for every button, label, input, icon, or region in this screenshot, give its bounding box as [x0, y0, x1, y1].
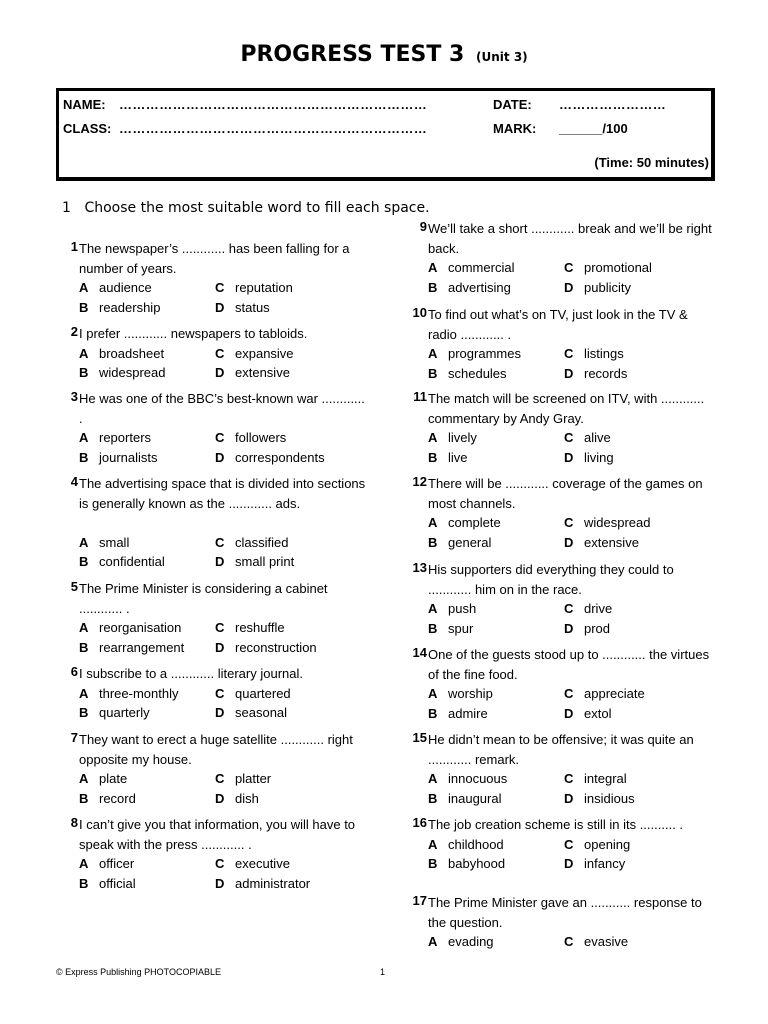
option-text: extol — [584, 705, 612, 721]
option-text: broadsheet — [99, 345, 165, 361]
option-letter: C — [564, 771, 574, 786]
option-a[interactable] — [428, 513, 501, 533]
option-b[interactable] — [428, 854, 505, 874]
option-d[interactable] — [215, 298, 270, 318]
question-text: The Prime Minister is considering a cabinet ............ . — [79, 581, 328, 616]
question-text: He was one of the BBC’s best-known war ............ . — [79, 391, 365, 426]
option-b[interactable] — [79, 363, 166, 383]
option-letter: D — [564, 856, 574, 871]
option-letter: C — [215, 345, 225, 361]
option-text: complete — [448, 515, 501, 530]
option-letter: B — [79, 299, 89, 315]
footer-copyright: © Express Publishing PHOTOCOPIABLE — [56, 967, 222, 977]
option-letter: D — [564, 620, 574, 636]
question-number: 6 — [70, 664, 78, 679]
question-text: His supporters did everything they could to ............ him on in the race. — [428, 562, 674, 597]
option-letter: B — [428, 790, 438, 806]
question-number: 17 — [412, 893, 427, 908]
option-letter: C — [215, 430, 225, 445]
option-text: integral — [584, 771, 627, 786]
option-letter: C — [564, 346, 574, 361]
option-text: evasive — [584, 934, 629, 949]
option-letter: D — [564, 365, 574, 381]
question-number: 2 — [70, 324, 78, 339]
option-text: officer — [99, 856, 135, 871]
option-letter: B — [79, 875, 89, 891]
option-letter: B — [428, 620, 438, 636]
option-text: publicity — [584, 279, 631, 295]
option-letter: C — [564, 430, 574, 445]
option-letter: D — [215, 639, 225, 655]
option-letter: C — [215, 856, 225, 871]
option-text: quarterly — [99, 705, 150, 720]
option-text: prod — [584, 620, 611, 636]
option-text: readership — [99, 299, 161, 315]
question-number: 5 — [70, 579, 78, 594]
option-text: record — [99, 790, 136, 806]
option-letter: A — [428, 260, 438, 275]
option-letter: A — [79, 345, 89, 361]
question-number: 10 — [412, 305, 427, 320]
option-b[interactable] — [79, 552, 165, 572]
option-text: quartered — [235, 685, 291, 701]
question-text: We’ll take a short ............ break and we’ll be right back. — [428, 221, 712, 256]
option-text: worship — [448, 686, 493, 701]
option-text: dish — [235, 790, 259, 806]
option-letter: D — [215, 554, 225, 569]
option-text: rearrangement — [99, 639, 185, 655]
date-label: DATE: — [493, 97, 532, 112]
option-a[interactable] — [79, 684, 178, 704]
option-c[interactable] — [215, 428, 286, 448]
test-title: PROGRESS TEST 3 — [240, 42, 465, 67]
question-number: 4 — [70, 474, 78, 489]
option-c[interactable] — [564, 428, 611, 448]
option-d[interactable] — [564, 619, 610, 639]
option-text: opening — [584, 836, 631, 852]
option-text: small — [99, 534, 130, 550]
option-b[interactable] — [79, 789, 136, 809]
option-text: widespread — [99, 365, 166, 380]
option-d[interactable] — [564, 533, 639, 553]
option-d[interactable] — [215, 363, 290, 383]
option-b[interactable] — [428, 619, 473, 639]
option-letter: C — [215, 534, 225, 550]
option-text: promotional — [584, 260, 652, 275]
option-text: childhood — [448, 836, 504, 852]
question-number: 13 — [412, 560, 427, 575]
option-letter: B — [428, 856, 438, 871]
option-a[interactable] — [428, 769, 507, 789]
option-c[interactable] — [215, 684, 291, 704]
option-letter: A — [79, 856, 89, 871]
option-text: extensive — [584, 534, 639, 550]
name-label: NAME: — [63, 97, 106, 112]
option-text: admire — [448, 705, 488, 721]
option-text: journalists — [99, 449, 158, 465]
option-c[interactable] — [215, 344, 294, 364]
option-text: babyhood — [448, 856, 506, 871]
question-text: I prefer ............ newspapers to tabloids. — [79, 326, 308, 341]
question-number: 15 — [412, 730, 427, 745]
question-text: There will be ............ coverage of the games on most channels. — [428, 476, 703, 511]
option-c[interactable] — [215, 769, 271, 789]
option-text: followers — [235, 430, 287, 445]
option-text: platter — [235, 771, 272, 786]
option-letter: A — [428, 515, 438, 530]
question-number: 14 — [412, 645, 427, 660]
option-a[interactable] — [428, 932, 494, 952]
option-text: classified — [235, 534, 289, 550]
option-text: seasonal — [235, 705, 288, 720]
option-a[interactable] — [79, 428, 151, 448]
option-text: confidential — [99, 554, 165, 569]
option-text: reputation — [235, 280, 293, 295]
option-text: widespread — [584, 515, 651, 530]
option-b[interactable] — [79, 638, 184, 658]
option-text: records — [584, 365, 628, 381]
question-number: 1 — [70, 239, 78, 254]
option-c[interactable] — [215, 618, 285, 638]
option-letter: B — [428, 534, 438, 550]
option-text: status — [235, 299, 270, 315]
option-text: infancy — [584, 856, 626, 871]
option-letter: B — [79, 705, 89, 720]
option-a[interactable] — [428, 344, 521, 364]
option-text: alive — [584, 430, 611, 445]
question-text: I subscribe to a ............ literary journal. — [79, 666, 303, 681]
option-text: advertising — [448, 279, 511, 295]
option-text: living — [584, 449, 614, 465]
option-b[interactable] — [428, 364, 507, 384]
page-title — [0, 42, 768, 67]
option-b[interactable] — [79, 703, 150, 723]
option-text: push — [448, 601, 477, 616]
option-letter: A — [428, 346, 438, 361]
option-text: general — [448, 534, 492, 550]
option-text: listings — [584, 346, 624, 361]
option-letter: C — [564, 260, 574, 275]
option-text: lively — [448, 430, 477, 445]
option-a[interactable] — [428, 684, 493, 704]
option-c[interactable] — [564, 835, 630, 855]
option-letter: D — [215, 365, 225, 380]
question-text: They want to erect a huge satellite ............ right opposite my house. — [79, 732, 353, 767]
option-text: commercial — [448, 260, 515, 275]
option-b[interactable] — [79, 874, 136, 894]
section-number: 1 — [62, 200, 71, 216]
option-d[interactable] — [215, 703, 287, 723]
question-text: He didn’t mean to be offensive; it was quite an ............ remark. — [428, 732, 694, 767]
option-b[interactable] — [79, 448, 158, 468]
option-letter: D — [215, 299, 225, 315]
option-a[interactable] — [428, 258, 514, 278]
option-d[interactable] — [215, 448, 325, 468]
option-c[interactable] — [564, 932, 628, 952]
option-text: extensive — [235, 365, 290, 380]
option-b[interactable] — [428, 278, 511, 298]
option-text: correspondents — [235, 449, 325, 465]
option-letter: A — [79, 534, 89, 550]
option-text: reconstruction — [235, 639, 317, 655]
option-d[interactable] — [564, 364, 627, 384]
option-letter: A — [79, 280, 89, 295]
question-text: The newspaper’s ............ has been falling for a number of years. — [79, 241, 350, 276]
option-letter: A — [428, 836, 438, 852]
option-letter: B — [428, 279, 438, 295]
option-letter: D — [564, 705, 574, 721]
question-text: The Prime Minister gave an ........... response to the question. — [428, 895, 702, 930]
option-d[interactable] — [564, 448, 614, 468]
option-letter: A — [79, 685, 89, 701]
option-b[interactable] — [428, 704, 488, 724]
option-text: live — [448, 449, 468, 465]
class-field[interactable]: …………………………………………………………… — [119, 121, 428, 136]
option-letter: A — [428, 934, 438, 949]
option-d[interactable] — [215, 789, 259, 809]
mark-field[interactable]: ______/100 — [559, 121, 628, 136]
option-letter: C — [215, 771, 225, 786]
option-letter: A — [79, 430, 89, 445]
option-letter: C — [564, 836, 574, 852]
option-d[interactable] — [564, 278, 631, 298]
option-text: evading — [448, 934, 494, 949]
question-text: One of the guests stood up to ............ the virtues of the fine food. — [428, 647, 710, 682]
mark-label: MARK: — [493, 121, 537, 136]
option-letter: C — [215, 685, 225, 701]
option-letter: A — [428, 686, 438, 701]
question-number: 11 — [413, 389, 427, 404]
option-text: reshuffle — [235, 620, 285, 635]
option-text: appreciate — [584, 686, 645, 701]
option-letter: B — [79, 365, 89, 380]
option-letter: B — [428, 365, 438, 381]
option-text: programmes — [448, 346, 521, 361]
question-text: To find out what’s on TV, just look in the TV & radio ............ . — [428, 307, 688, 342]
option-text: small print — [235, 554, 295, 569]
option-text: schedules — [448, 365, 507, 381]
option-letter: A — [79, 620, 89, 635]
question-text: I can’t give you that information, you will have to speak with the press ............ . — [79, 817, 356, 852]
option-d[interactable] — [564, 854, 625, 874]
option-letter: C — [564, 934, 574, 949]
option-a[interactable] — [79, 344, 164, 364]
option-letter: D — [564, 279, 574, 295]
option-c[interactable] — [215, 854, 290, 874]
option-text: inaugural — [448, 790, 502, 806]
option-a[interactable] — [428, 599, 476, 619]
option-letter: C — [564, 601, 574, 616]
option-c[interactable] — [564, 769, 627, 789]
class-label: CLASS: — [63, 121, 112, 136]
option-c[interactable] — [564, 258, 652, 278]
option-c[interactable] — [215, 533, 288, 553]
option-c[interactable] — [564, 684, 645, 704]
option-c[interactable] — [215, 278, 293, 298]
option-letter: A — [79, 771, 89, 786]
option-text: audience — [99, 280, 152, 295]
option-text: three-monthly — [99, 685, 179, 701]
option-letter: B — [79, 639, 89, 655]
instruction-text: Choose the most suitable word to fill each space. — [84, 200, 430, 216]
option-letter: A — [428, 430, 438, 445]
option-text: spur — [448, 620, 474, 636]
option-letter: D — [215, 790, 225, 806]
option-letter: B — [79, 554, 89, 569]
option-d[interactable] — [215, 552, 294, 572]
option-text: reorganisation — [99, 620, 182, 635]
question-number: 12 — [412, 474, 427, 489]
option-d[interactable] — [215, 874, 310, 894]
option-letter: A — [428, 771, 438, 786]
question-number: 16 — [412, 815, 427, 830]
option-d[interactable] — [564, 704, 611, 724]
option-a[interactable] — [79, 854, 134, 874]
option-letter: B — [428, 449, 438, 465]
option-letter: D — [215, 875, 225, 891]
option-letter: C — [564, 686, 574, 701]
option-letter: B — [428, 705, 438, 721]
question-number: 8 — [70, 815, 78, 830]
question-number: 7 — [70, 730, 78, 745]
option-letter: A — [428, 601, 438, 616]
option-text: plate — [99, 771, 128, 786]
option-c[interactable] — [564, 344, 624, 364]
question-text: The match will be screened on ITV, with ............ commentary by Andy Gray. — [428, 391, 705, 426]
option-b[interactable] — [79, 298, 160, 318]
option-letter: D — [564, 534, 574, 550]
date-field[interactable]: …………………… — [559, 97, 667, 112]
option-text: reporters — [99, 430, 152, 445]
section-instruction — [62, 200, 430, 216]
option-text: executive — [235, 856, 290, 871]
option-a[interactable] — [79, 533, 129, 553]
option-d[interactable] — [564, 789, 635, 809]
option-text: expansive — [235, 345, 294, 361]
option-text: official — [99, 875, 136, 891]
option-c[interactable] — [564, 599, 612, 619]
option-text: drive — [584, 601, 613, 616]
option-text: administrator — [235, 875, 311, 891]
option-letter: D — [215, 705, 225, 720]
option-a[interactable] — [79, 769, 127, 789]
option-letter: B — [79, 790, 89, 806]
option-letter: D — [215, 449, 225, 465]
unit-label: (Unit 3) — [476, 50, 528, 64]
option-letter: D — [564, 790, 574, 806]
option-a[interactable] — [428, 835, 504, 855]
option-letter: C — [215, 280, 225, 295]
option-b[interactable] — [428, 448, 468, 468]
student-info-box — [56, 88, 715, 181]
option-letter: B — [79, 449, 89, 465]
option-c[interactable] — [564, 513, 651, 533]
page-number: 1 — [380, 967, 386, 977]
question-number: 9 — [419, 219, 427, 234]
option-letter: D — [564, 449, 574, 465]
option-letter: C — [564, 515, 574, 530]
question-text: The job creation scheme is still in its .......... . — [428, 817, 684, 832]
option-text: insidious — [584, 790, 635, 806]
option-a[interactable] — [428, 428, 477, 448]
option-a[interactable] — [79, 278, 152, 298]
option-letter: C — [215, 620, 225, 635]
option-a[interactable] — [79, 618, 181, 638]
option-d[interactable] — [215, 638, 317, 658]
option-b[interactable] — [428, 789, 502, 809]
question-text: The advertising space that is divided into sections is generally known as the ............ ads. — [79, 476, 366, 511]
option-b[interactable] — [428, 533, 491, 553]
time-limit: (Time: 50 minutes) — [594, 155, 709, 170]
question-number: 3 — [70, 389, 78, 404]
name-field[interactable]: …………………………………………………………… — [119, 97, 428, 112]
option-text: innocuous — [448, 771, 508, 786]
